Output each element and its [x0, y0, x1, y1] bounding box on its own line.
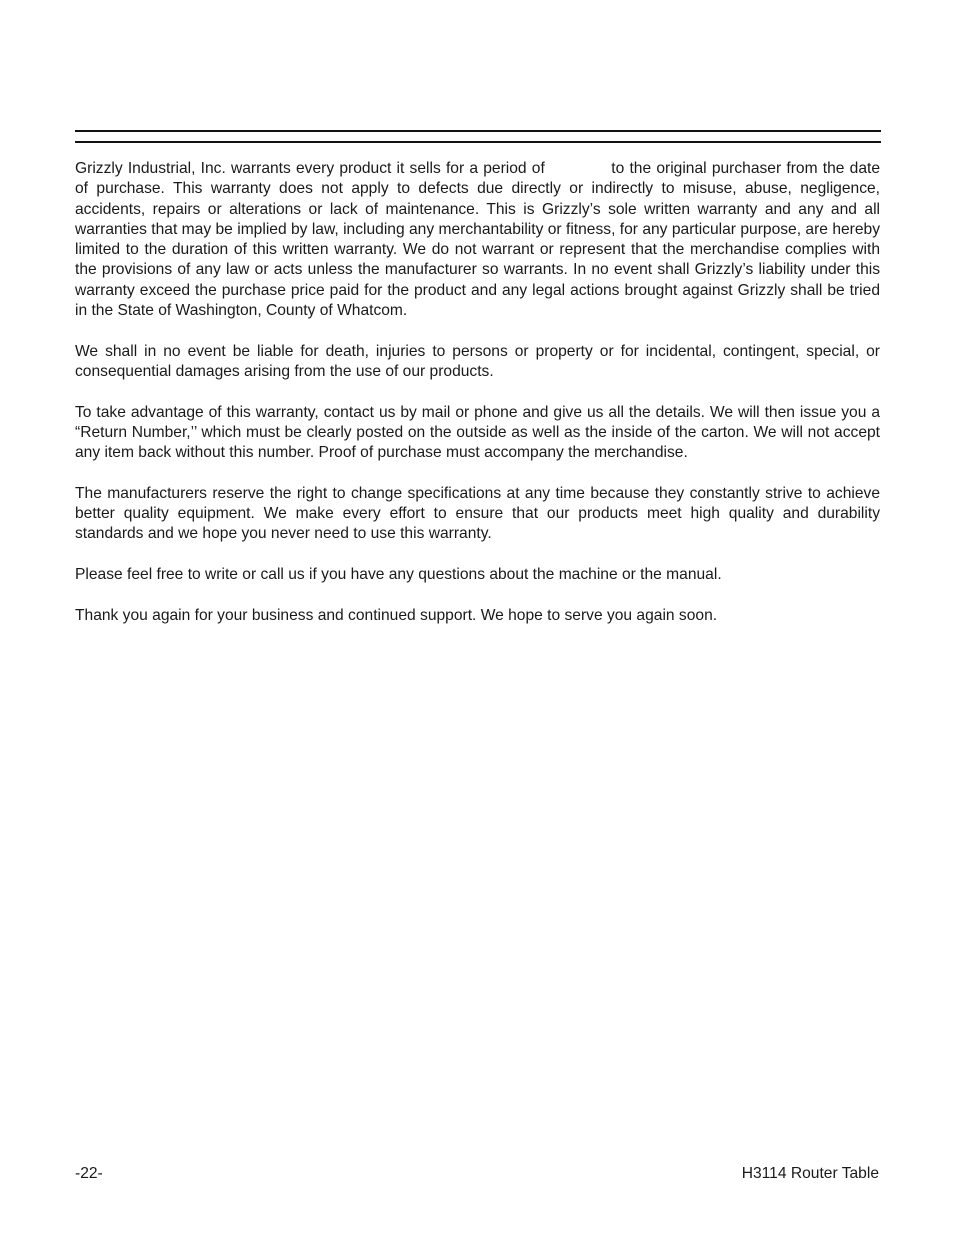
warranty-paragraph-3: To take advantage of this warranty, contact us by mail or phone and give us all the details. We will then issue you a “Return Number,’’ which must be clearly posted on the outside as well as the inside of the carton. We will not accept any item back without this number. Proof of purchase must accompany the merchandise. [75, 403, 880, 462]
warranty-paragraph-2: We shall in no event be liable for death, injuries to persons or property or for incidental, contingent, special, or consequential damages arising from the use of our products. [75, 342, 880, 380]
header-rule-top [75, 130, 881, 132]
page-number: -22- [75, 1165, 103, 1182]
warranty-paragraph-1 [75, 159, 880, 321]
product-name: H3114 Router Table [741, 1165, 879, 1182]
warranty-p1-after: to the original purchaser from the date of purchase. This warranty does not apply to defects due directly or indirectly to misuse, abuse, negligence, accidents, repairs or alterations or lack of maintenance. This is Grizzly’s sole written warranty and any and all warranties that may be implied by law, including any merchantability or fitness, for any particular purpose, are hereby limited to the duration of this written warranty. We do not warrant or represent that the merchandise complies with the provisions of any law or acts unless the manufacturer so warrants. In no event shall Grizzly’s liability under this warranty exceed the purchase price paid for the product and any legal actions brought against Grizzly shall be tried in the State of Washington, County of Whatcom. [75, 160, 881, 320]
warranty-paragraph-5: Please feel free to write or call us if you have any questions about the machine or the manual. [75, 565, 722, 583]
warranty-paragraph-4: The manufacturers reserve the right to change specifications at any time because they constantly strive to achieve better quality equipment. We make every effort to ensure that our products meet high quality and durability standards and we hope you never need to use this warranty. [75, 484, 880, 543]
warranty-p1-before: Grizzly Industrial, Inc. warrants every product it sells for a period of [75, 160, 545, 177]
header-rule-bottom [75, 141, 881, 143]
warranty-body [75, 159, 880, 646]
warranty-paragraph-6: Thank you again for your business and continued support. We hope to serve you again soon. [75, 606, 718, 624]
